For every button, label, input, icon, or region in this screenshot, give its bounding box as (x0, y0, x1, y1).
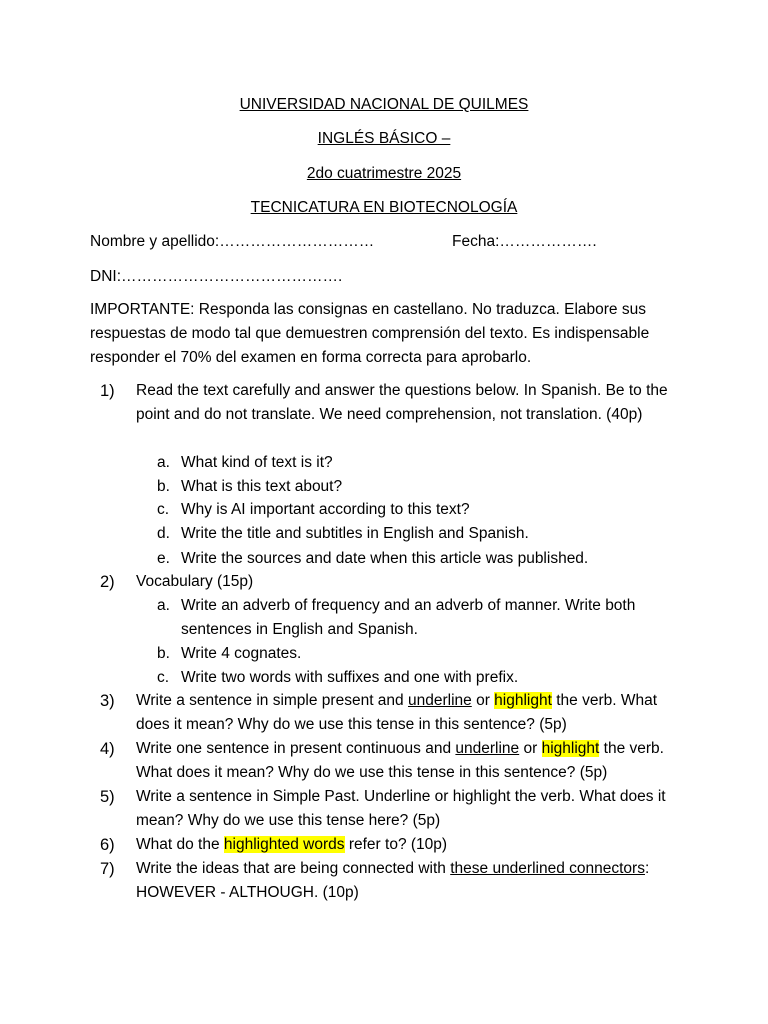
question-1 (100, 379, 680, 427)
highlighted-word: highlighted words (223, 836, 345, 853)
underlined-word: underline (455, 740, 520, 757)
question-text: Read the text carefully and answer the questions below. In Spanish. Be to the point and do not translate. We need comprehension, not translation. (40p) (136, 382, 668, 423)
list-item: d. Write the title and subtitles in English and Spanish. (157, 525, 529, 542)
term-title: 2do cuatrimestre 2025 (306, 165, 462, 182)
question-text: What do the highlighted words refer to? (10p) (136, 836, 448, 853)
question-5 (100, 785, 680, 833)
question-number: 6) (100, 836, 115, 854)
question-4 (100, 737, 680, 785)
important-notice: IMPORTANTE: Responda las consignas en castellano. No traduzca. Elabore sus respuestas de modo tal que demuestren comprensión del texto. Es indispensable responder el 70% del examen en forma correcta para aprobarlo. (90, 301, 650, 366)
question-number: 2) (100, 573, 115, 591)
course-title: INGLÉS BÁSICO – (317, 130, 451, 147)
highlighted-word: highlight (494, 692, 552, 709)
question-text: Vocabulary (15p) (136, 573, 254, 590)
question-number: 5) (100, 788, 115, 806)
question-2 (100, 570, 680, 594)
list-item: b. Write 4 cognates. (157, 645, 302, 662)
date-field: Fecha:………………. (452, 233, 597, 250)
question-text: Write one sentence in present continuous and underline or highlight the verb. What does it mean? Why do we use this tense in this sentence? (5p) (136, 740, 664, 781)
highlighted-word: highlight (541, 740, 600, 757)
dni-field: DNI:……………………………………. (90, 268, 343, 285)
question-7 (100, 857, 680, 905)
question-text: Write a sentence in Simple Past. Underline or highlight the verb. What does it mean? Why do we use this tense here? (5p) (136, 788, 666, 829)
question-6 (100, 833, 680, 857)
name-field: Nombre y apellido:………………………… (90, 233, 375, 250)
university-title: UNIVERSIDAD NACIONAL DE QUILMES (239, 96, 529, 113)
list-item: c. Write two words with suffixes and one with prefix. (157, 669, 519, 686)
question-number: 4) (100, 740, 115, 758)
list-item: b. What is this text about? (157, 478, 343, 495)
question-3 (100, 689, 680, 737)
question-text: Write the ideas that are being connected with these underlined connectors: HOWEVER - ALTHOUGH. (10p) (136, 860, 650, 901)
program-title: TECNICATURA EN BIOTECNOLOGÍA (250, 199, 518, 216)
list-item: a. Write an adverb of frequency and an adverb of manner. Write both sentences in English and Spanish. (157, 597, 636, 638)
question-number: 7) (100, 860, 115, 878)
list-item: c. Why is AI important according to this text? (157, 501, 470, 518)
question-number: 1) (100, 382, 115, 400)
underlined-word: underline (407, 692, 472, 709)
question-number: 3) (100, 692, 115, 710)
underlined-word: these underlined connectors (450, 860, 645, 877)
list-item: a. What kind of text is it? (157, 454, 333, 471)
list-item: e. Write the sources and date when this article was published. (157, 550, 589, 567)
question-text: Write a sentence in simple present and underline or highlight the verb. What does it mean? Why do we use this tense in this sentence? (5p) (136, 692, 658, 733)
